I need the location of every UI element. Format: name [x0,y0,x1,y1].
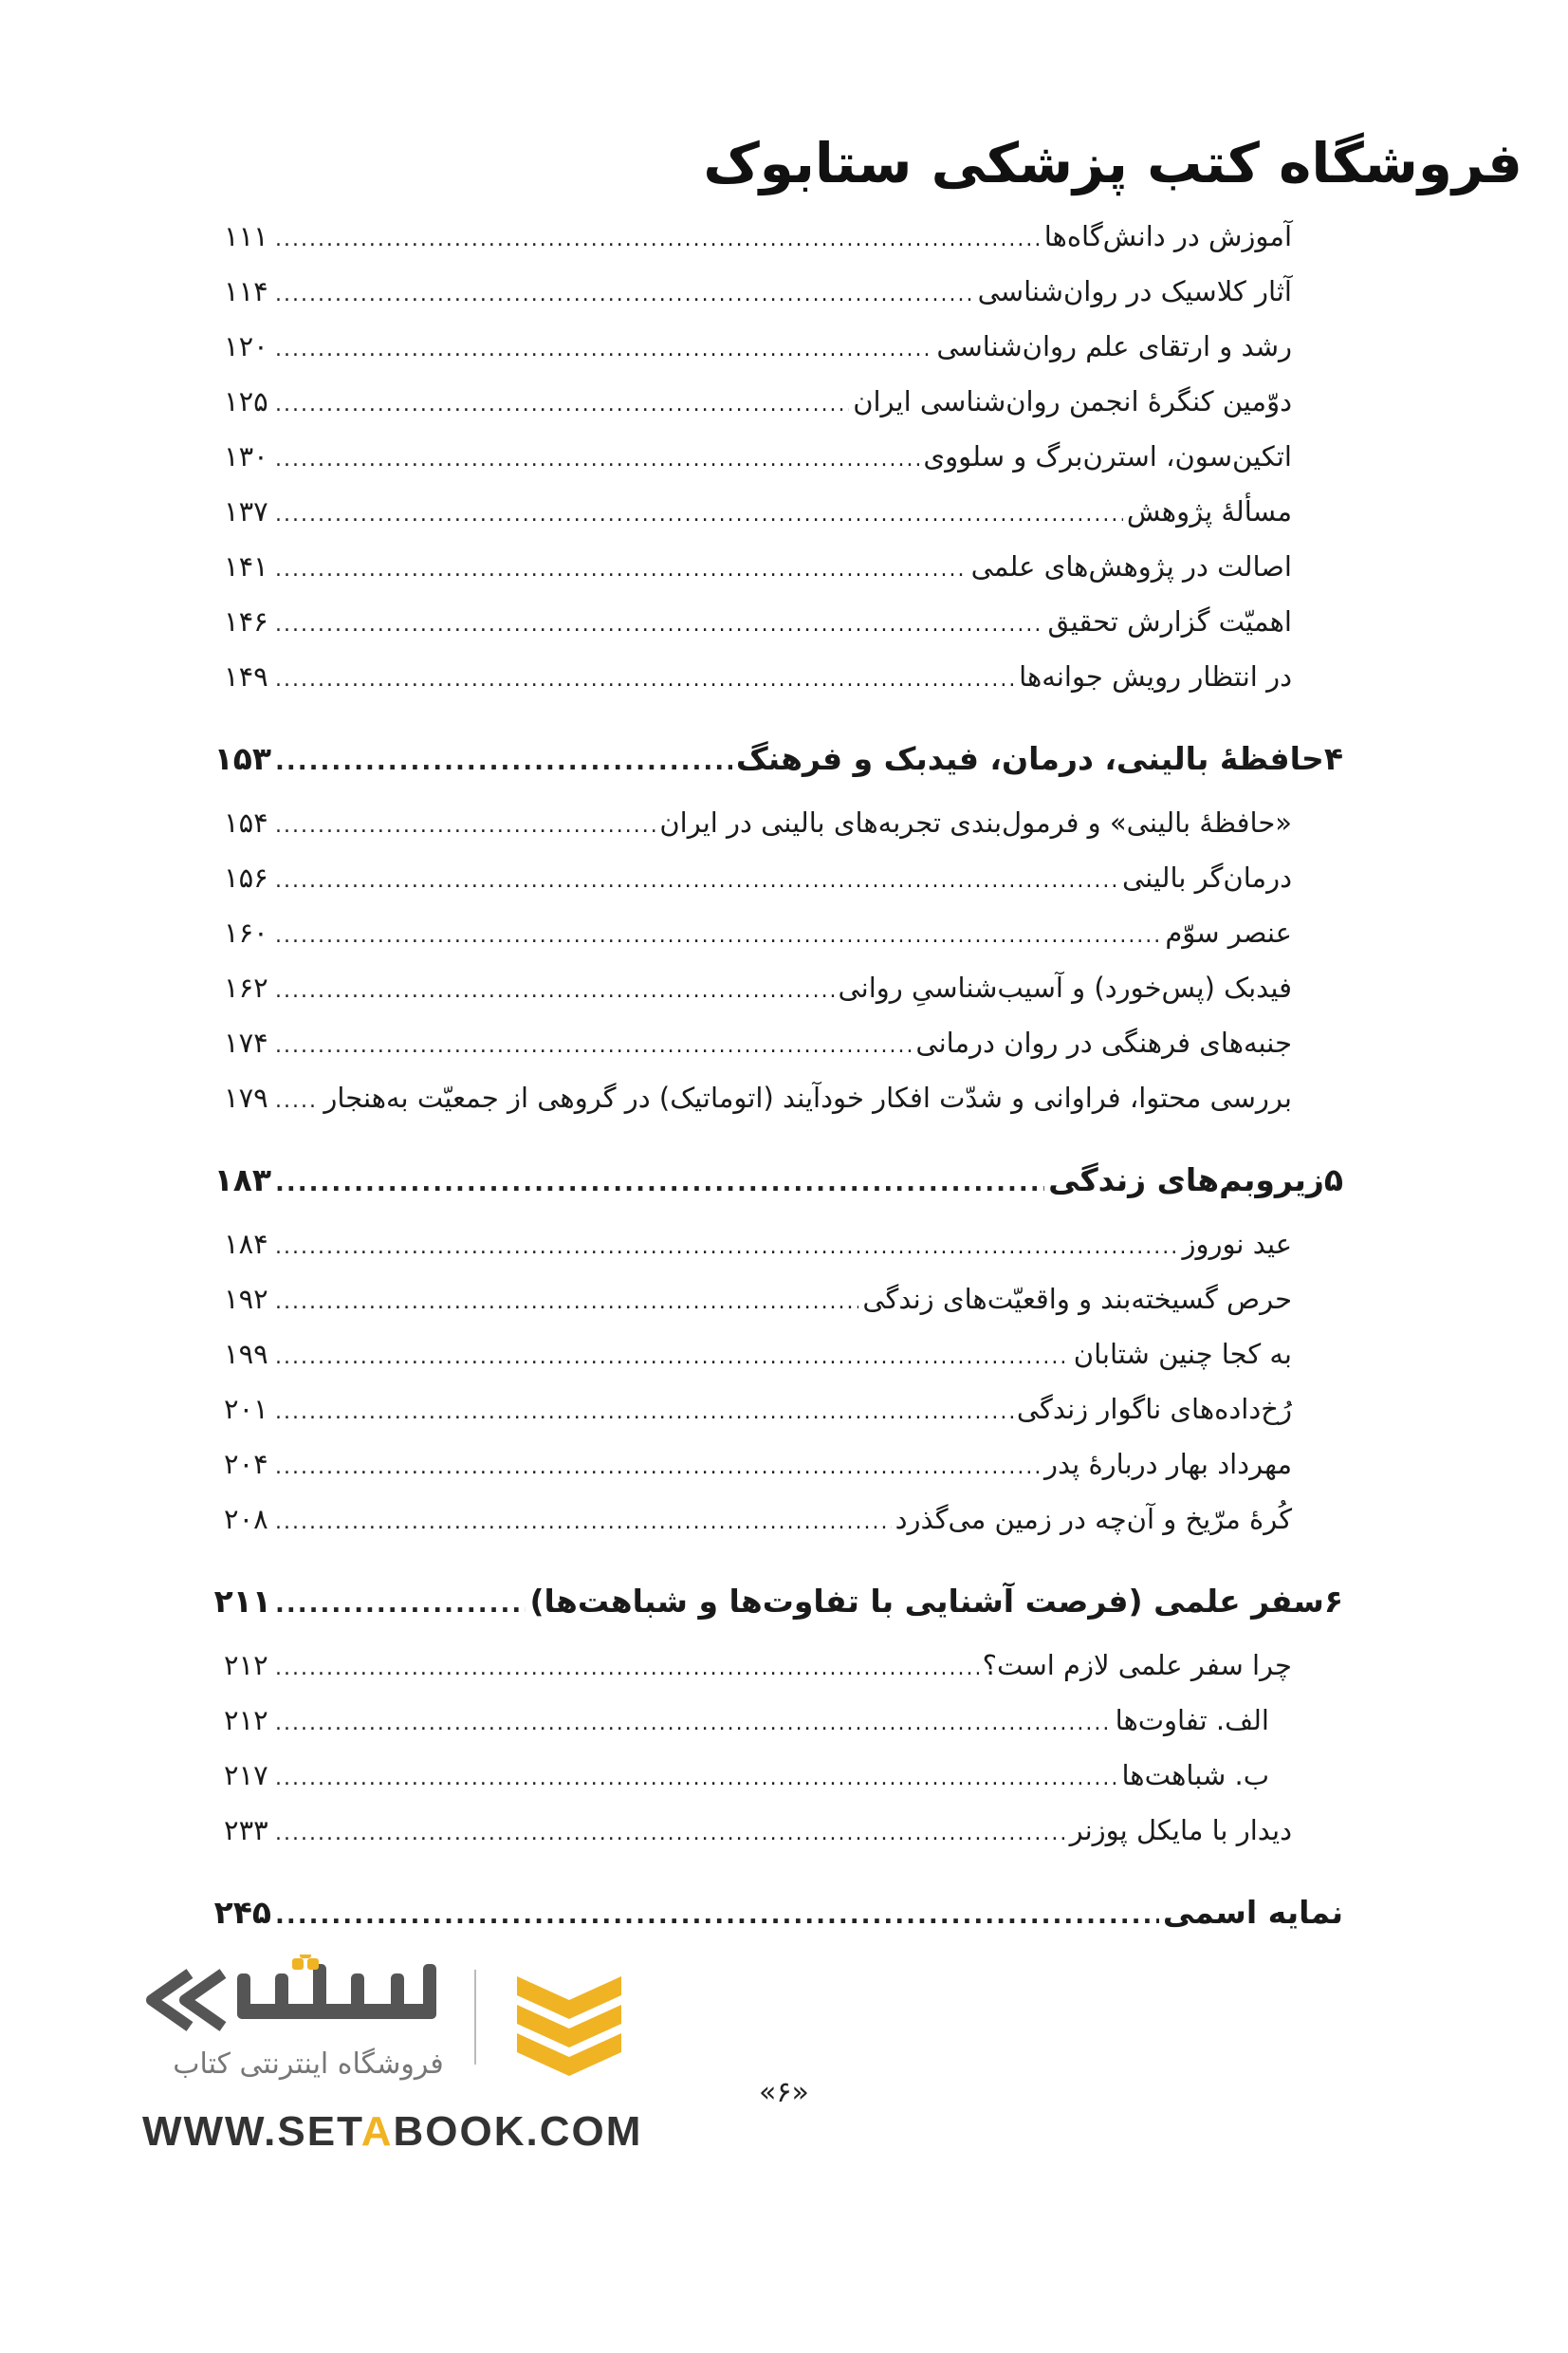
toc-entry-page: ۱۲۰ [224,330,268,362]
toc-entry-page: ۱۱۴ [224,275,268,307]
toc-entry-title: عید نوروز [1182,1228,1292,1260]
toc-entry-page: ۱۵۴ [224,806,268,839]
dot-leader [275,1901,1159,1930]
url-suffix: BOOK.COM [393,2108,643,2155]
toc-entry-page: ۱۳۷ [224,495,268,528]
toc-entry[interactable] [224,495,1292,550]
dot-leader [275,1712,1112,1735]
logo-tagline: فروشگاه اینترنتی کتاب [173,2047,444,2081]
toc-entry[interactable] [224,917,1292,972]
chapter-title: سفر علمی (فرصت آشنایی با تفاوت‌ها و شباهت‌ها) [529,1583,1324,1620]
toc-chapter-5[interactable] [213,1161,1343,1228]
dot-leader [275,1400,1013,1424]
toc-entry-page: ۱۱۱ [224,220,268,252]
url-accent: A [360,2108,394,2155]
toc-entry-title: کُرهٔ مرّیخ و آن‌چه در زمین می‌گذرد [895,1503,1292,1535]
dot-leader [275,748,732,776]
chapter-number: ۴ [1323,740,1343,777]
toc-entry-title: مسألهٔ پژوهش [1126,495,1292,528]
dot-leader [275,1290,858,1314]
toc-entry-page: ۲۰۸ [224,1503,268,1535]
toc-entry[interactable] [224,1759,1269,1814]
toc-entry[interactable] [224,1283,1292,1338]
toc-entry-page: ۱۵۶ [224,862,268,894]
toc-entry-page: ۲۱۲ [224,1704,268,1736]
toc-entry[interactable] [224,1704,1269,1759]
toc-entry[interactable] [224,1338,1292,1393]
chapter-page: ۲۱۱ [213,1583,271,1620]
toc-entry-title: رُخ‌داده‌های ناگوار زندگی [1016,1393,1292,1425]
website-url[interactable] [142,2108,642,2156]
dot-leader [275,869,1118,893]
toc-entry-page: ۱۹۹ [224,1338,268,1370]
dot-leader [275,1455,1041,1479]
dot-leader [275,283,974,306]
dot-leader [275,1169,1044,1197]
toc-entry[interactable] [224,1503,1292,1558]
toc-entry[interactable] [224,440,1292,495]
page-header: فروشگاه کتب پزشکی ستابوک [703,131,1522,195]
dot-leader [275,558,968,582]
toc-entry[interactable] [224,1448,1292,1503]
toc-entry-title: فیدبک (پس‌خورد) و آسیب‌شناسیِ روانی [838,972,1292,1004]
dot-leader [275,1089,320,1113]
toc-entry[interactable] [224,550,1292,605]
logo-divider [474,1970,476,2065]
toc-entry-title: آثار کلاسیک در روان‌شناسی [977,275,1292,307]
toc-entry-title: دوّمین کنگرهٔ انجمن روان‌شناسی ایران [853,385,1292,417]
toc-entry[interactable] [224,806,1292,862]
toc-entry[interactable] [224,1082,1292,1137]
toc-entry-page: ۱۷۹ [224,1082,268,1114]
chapter-page: ۱۵۳ [213,740,271,777]
toc-entry-page: ۲۰۱ [224,1393,268,1425]
toc-entry-title: الف. تفاوت‌ها [1115,1704,1269,1736]
dot-leader [275,814,655,838]
dot-leader [275,338,932,361]
toc-entry-page: ۱۲۵ [224,385,268,417]
dot-leader [275,448,919,472]
toc-entry-title: مهرداد بهار دربارهٔ پدر [1043,1448,1292,1480]
toc-entry-page: ۱۶۰ [224,917,268,949]
dot-leader [275,1657,979,1680]
toc-entry-page: ۱۶۲ [224,972,268,1004]
setabook-logo[interactable] [133,1943,664,2095]
toc-entry-title: چرا سفر علمی لازم است؟ [982,1649,1292,1681]
toc-entry[interactable] [224,275,1292,330]
table-of-contents [213,220,1343,1960]
dot-leader [275,503,1123,527]
toc-entry-page: ۱۷۴ [224,1027,268,1059]
toc-entry[interactable] [224,1027,1292,1082]
toc-entry-title: جنبه‌های فرهنگی در روان درمانی [915,1027,1292,1059]
dot-leader [275,1034,912,1058]
toc-entry-title: «حافظهٔ بالینی» و فرمول‌بندی تجربه‌های بالینی در ایران [659,806,1292,839]
toc-entry-page: ۱۴۹ [224,660,268,693]
dot-leader [275,1822,1066,1845]
toc-entry-page: ۱۹۲ [224,1283,268,1315]
dot-leader [275,393,849,417]
toc-entry-page: ۱۳۰ [224,440,268,472]
toc-entry-title: در انتظار رویش جوانه‌ها [1019,660,1292,693]
toc-entry-title: حرص گسیخته‌بند و واقعیّت‌های زندگی [862,1283,1292,1315]
dot-leader [275,1345,1070,1369]
dot-leader [275,1510,892,1534]
toc-entry-page: ۲۱۷ [224,1759,268,1791]
dot-leader [275,1767,1117,1790]
toc-entry[interactable] [224,862,1292,917]
chapter-page: ۱۸۳ [213,1161,271,1198]
chapter-title: زیروبم‌های زندگی [1048,1161,1324,1198]
toc-entry-page: ۲۱۲ [224,1649,268,1681]
toc-entry[interactable] [224,220,1292,275]
toc-entry-title: دیدار با مایکل پوزنر [1069,1814,1292,1846]
index-page: ۲۴۵ [213,1894,271,1931]
page-number: «۶» [759,2076,809,2109]
toc-entry-page: ۱۴۶ [224,605,268,638]
dot-leader [275,668,1015,692]
toc-entry-title: رشد و ارتقای علم روان‌شناسی [936,330,1292,362]
toc-entry[interactable] [224,385,1292,440]
toc-entry[interactable] [224,1649,1292,1704]
index-title: نمایه اسمی [1162,1894,1343,1931]
chapter-number: ۵ [1323,1161,1343,1198]
toc-entry[interactable] [224,1228,1292,1283]
dot-leader [275,613,1044,637]
toc-entry-title: به کجا چنین شتابان [1073,1338,1292,1370]
toc-entry-title: آموزش در دانش‌گاه‌ها [1043,220,1292,252]
toc-entry-title: درمان‌گر بالینی [1121,862,1292,894]
url-prefix: WWW.SET [142,2108,361,2155]
toc-entry[interactable] [224,1393,1292,1448]
toc-entry-page: ۲۳۳ [224,1814,268,1846]
toc-entry[interactable] [224,1814,1292,1869]
toc-entry-title: بررسی محتوا، فراوانی و شدّت افکار خودآیند (اتوماتیک) در گروهی از جمعیّت به‌هنجار [323,1082,1292,1114]
toc-entry-page: ۱۸۴ [224,1228,268,1260]
toc-entry-title: ب. شباهت‌ها [1121,1759,1269,1791]
toc-entry[interactable] [224,605,1292,660]
toc-entry-title: اصالت در پژوهش‌های علمی [970,550,1292,583]
toc-chapter-4[interactable] [213,740,1343,806]
toc-entry-title: اهمیّت گزارش تحقیق [1047,605,1292,638]
toc-entry[interactable] [224,660,1292,715]
setabook-wordmark-icon [133,1955,465,2049]
toc-entry[interactable] [224,330,1292,385]
toc-chapter-6[interactable] [213,1583,1343,1649]
toc-entry-page: ۲۰۴ [224,1448,268,1480]
dot-leader [275,228,1041,251]
chapter-number: ۶ [1323,1583,1343,1620]
toc-entry-title: عنصر سوّم [1165,917,1292,949]
dot-leader [275,924,1161,948]
dot-leader [275,1235,1178,1259]
chapter-title: حافظهٔ بالینی، درمان، فیدبک و فرهنگ [735,740,1324,777]
book-chevron-icon [498,1962,640,2085]
toc-entry-page: ۱۴۱ [224,550,268,583]
toc-entry[interactable] [224,972,1292,1027]
dot-leader [275,1590,526,1619]
toc-entry-title: اتکین‌سون، استرن‌برگ و سلووی [923,440,1292,472]
dot-leader [275,979,835,1003]
